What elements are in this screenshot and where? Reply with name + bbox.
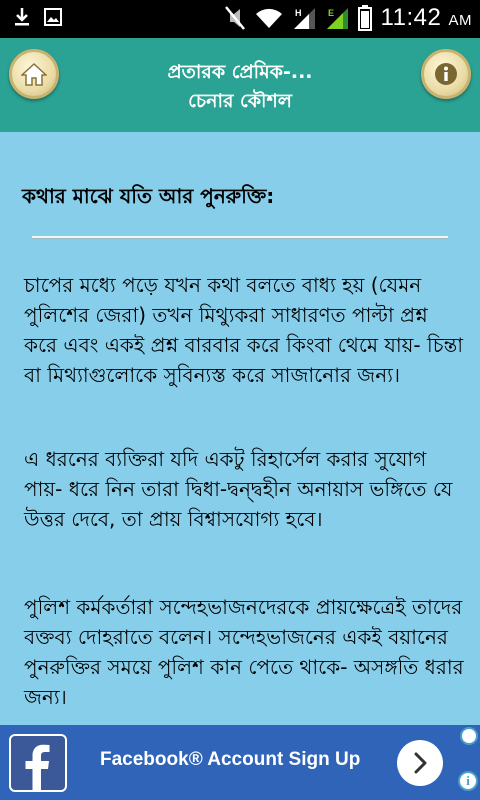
clock	[381, 4, 472, 32]
title-line-2: চেনার কৌশল	[188, 90, 292, 112]
article-content[interactable]	[0, 132, 480, 725]
clock-time: 11:42	[380, 4, 442, 31]
ad-info-icon[interactable]: i	[458, 771, 478, 791]
image-icon	[44, 8, 62, 26]
article-paragraph: পুলিশ কর্মকর্তারা সন্দেহভাজনদেরকে প্রায়ক্ষেত্রেই তাদের বক্তব্য দোহরাতে বলেন। সন্দেহভাজনের একই বয়ানের পুনরুক্তির সময়ে পুলিশ কান পেতে থাকে- অসঙ্গতি ধরার জন্য।	[24, 595, 464, 709]
wifi-icon	[255, 7, 283, 29]
facebook-logo-icon	[9, 734, 67, 792]
clock-ampm: AM	[448, 12, 472, 29]
svg-text:E: E	[327, 8, 334, 18]
svg-text:H: H	[294, 8, 302, 18]
title-line-1: প্রতারক প্রেমিক-...	[167, 61, 313, 83]
ad-text[interactable]: Facebook® Account Sign Up	[100, 749, 361, 770]
article-heading: কথার মাঝে যতি আর পুনরুক্তি:	[22, 184, 275, 208]
signal-icon	[325, 6, 349, 30]
download-icon	[14, 7, 30, 27]
home-icon	[21, 62, 47, 86]
app-header	[0, 38, 480, 132]
info-button[interactable]	[421, 49, 471, 99]
battery-icon	[358, 5, 372, 31]
article-paragraph: এ ধরনের ব্যক্তিরা যদি একটু রিহার্সেল করার সুযোগ পায়- ধরে নিন তারা দ্বিধা-দ্বন্দ্বহীন অনায়াস ভঙ্গিতে যে উত্তর দেবে, তা প্রায় বিশ্বাসযোগ্য হবে।	[24, 447, 453, 531]
mute-icon	[224, 5, 246, 31]
home-button[interactable]	[9, 49, 59, 99]
ad-open-button[interactable]	[397, 740, 443, 786]
ad-banner[interactable]	[0, 725, 480, 800]
page-title	[80, 58, 400, 116]
signal-icon	[292, 6, 316, 30]
ad-body[interactable]	[0, 725, 480, 800]
chevron-right-icon	[410, 751, 430, 775]
ad-choices-icon[interactable]	[460, 727, 478, 745]
divider	[32, 236, 448, 238]
info-icon	[434, 62, 458, 86]
status-bar	[0, 0, 480, 38]
article-paragraph: চাপের মধ্যে পড়ে যখন কথা বলতে বাধ্য হয় (যেমন পুলিশের জেরা) তখন মিথ্যুকরা সাধারণত পাল্টা প্রশ্ন করে এবং একই প্রশ্ন বারবার করে কিংবা থেমে যায়- চিন্তা বা মিথ্যাগুলোকে সুবিন্যস্ত করে সাজানোর জন্য।	[24, 273, 464, 387]
